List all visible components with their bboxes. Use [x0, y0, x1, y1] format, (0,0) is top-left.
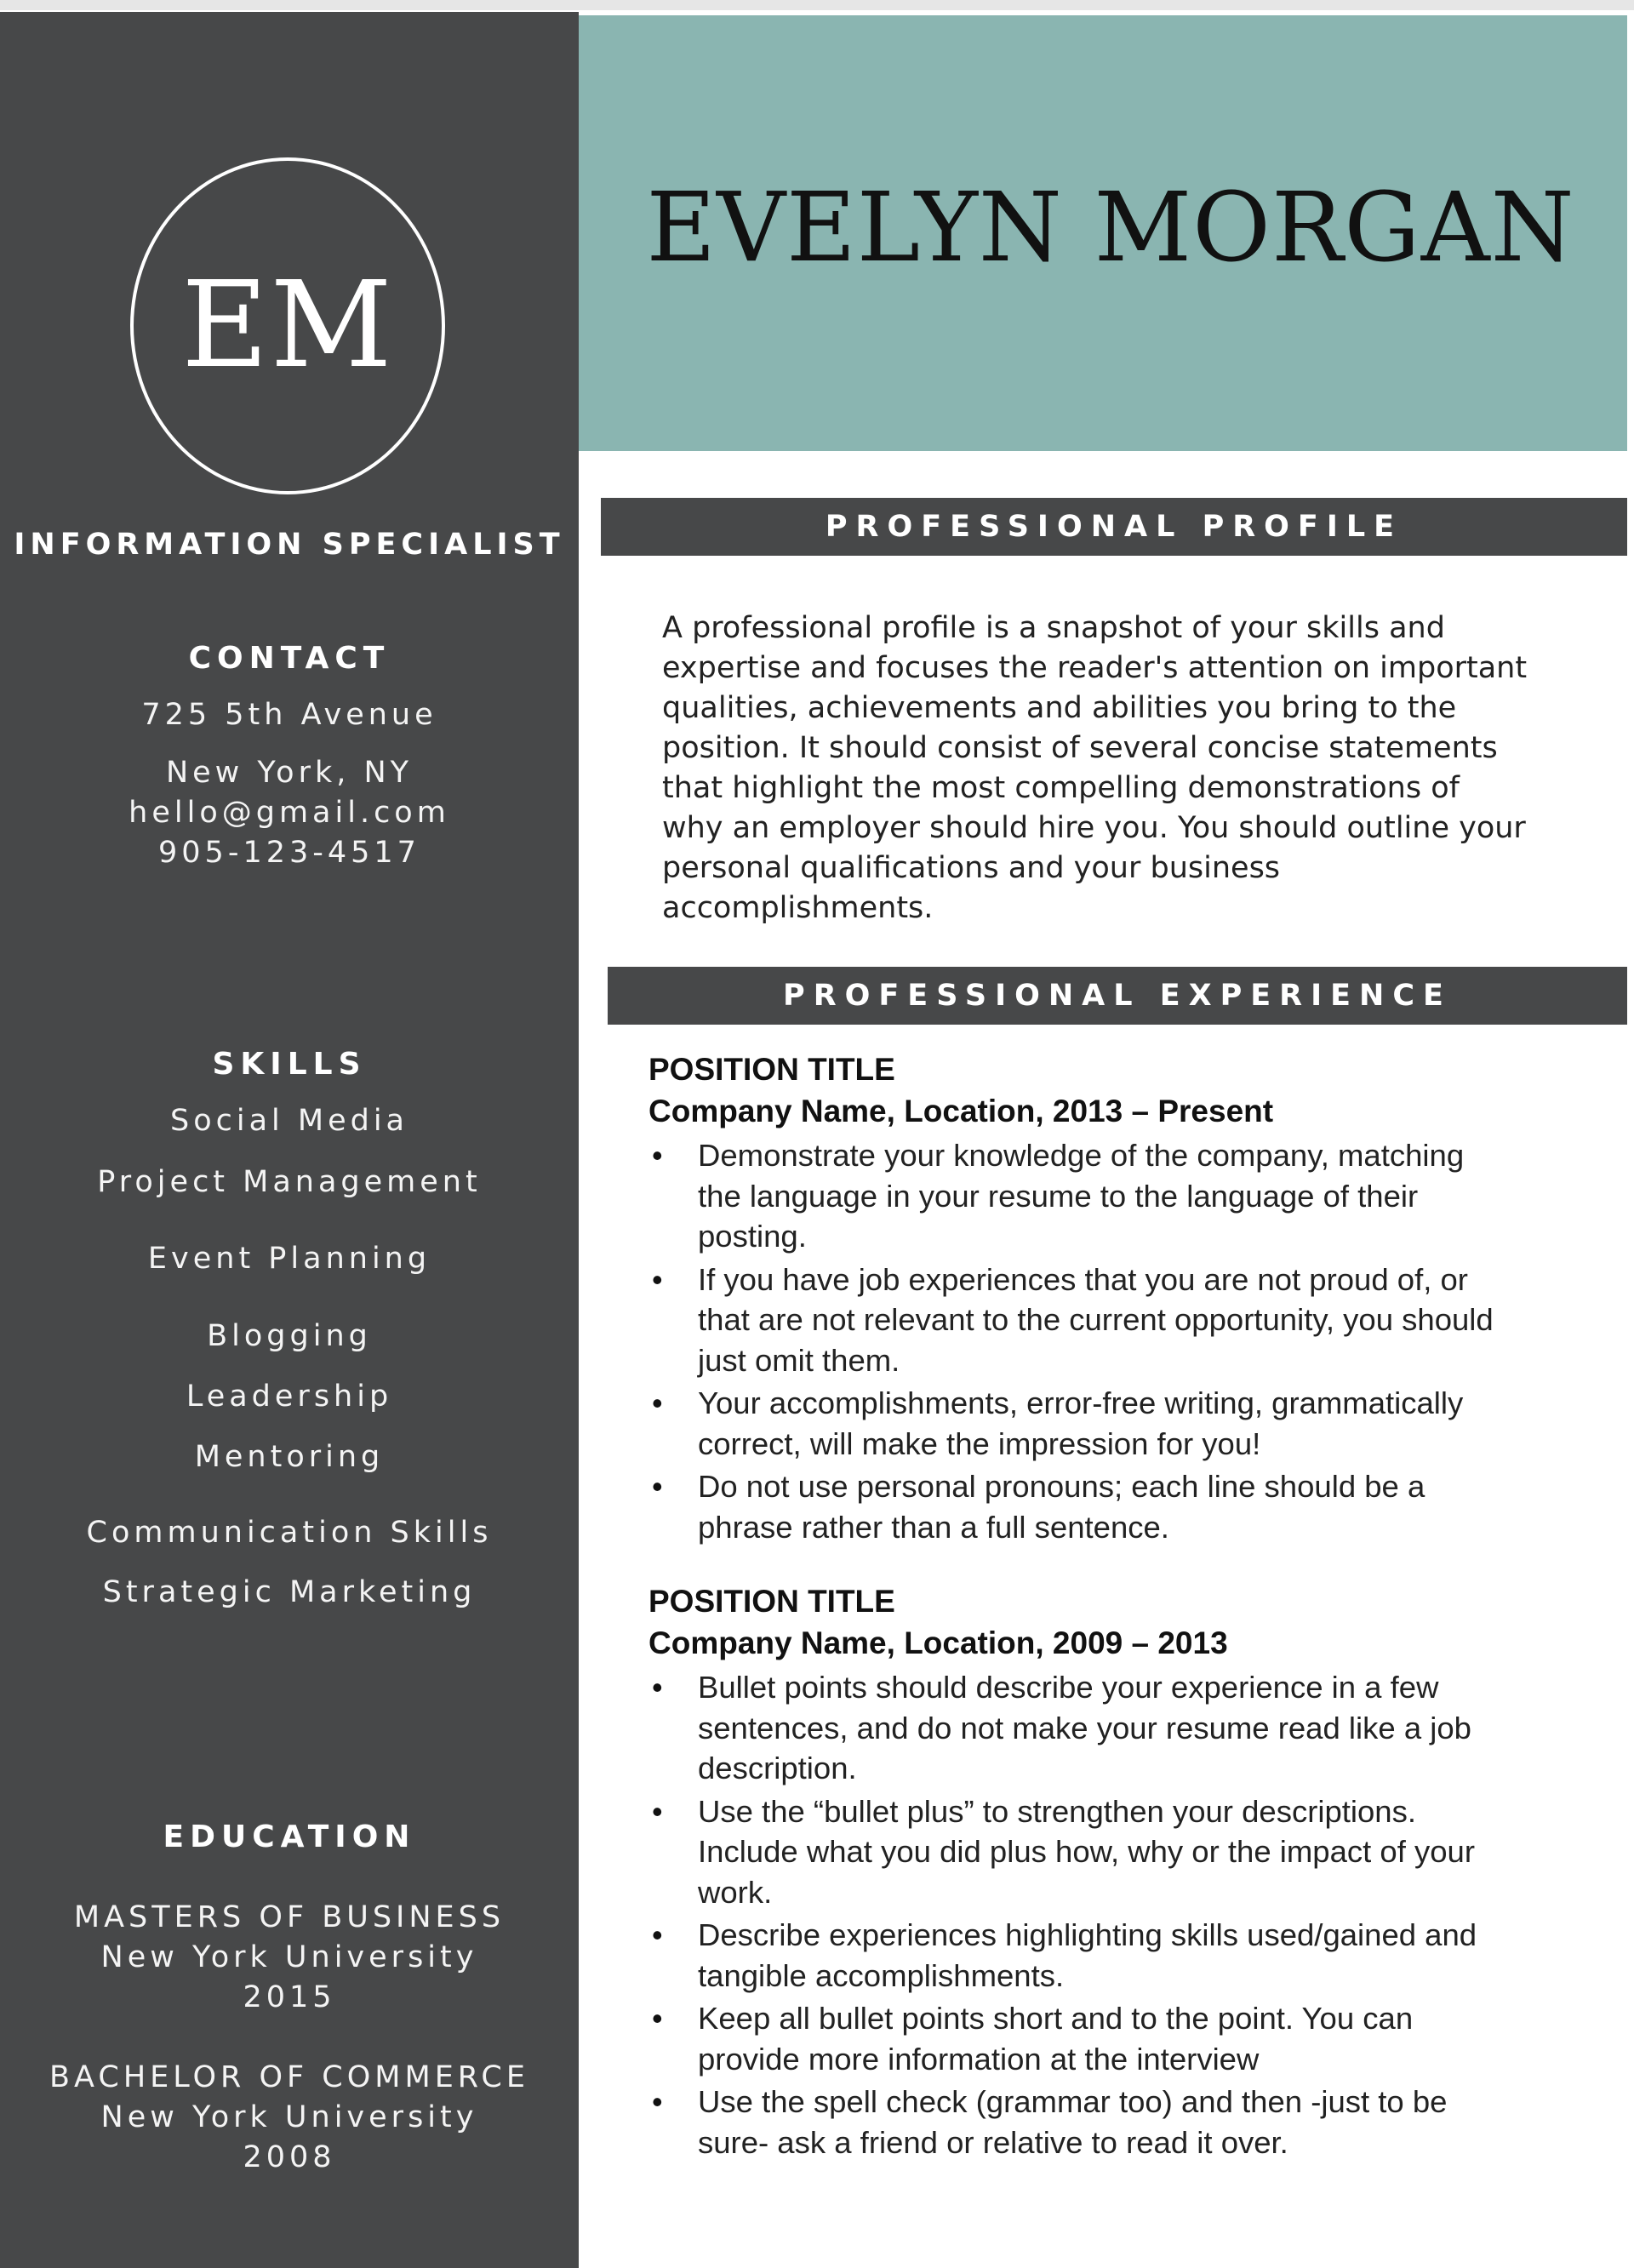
education-school: New York University — [100, 2100, 478, 2134]
bullet-icon: • — [652, 2084, 663, 2119]
bullet-line: Bullet points should describe your experience in a few — [698, 1670, 1439, 1705]
bullet-line: phrase rather than a full sentence. — [698, 1509, 1169, 1545]
education-degree: MASTERS OF BUSINESS — [73, 1900, 506, 1934]
skill-item: Event Planning — [147, 1242, 431, 1276]
bullet-icon: • — [652, 1670, 663, 1705]
bullet-line: Your accomplishments, error-free writing, grammatically — [698, 1385, 1464, 1420]
bullet-icon: • — [652, 1385, 663, 1420]
bullet-item — [648, 1791, 1602, 1913]
bullet-item — [648, 2082, 1602, 2162]
bullet-line: description. — [698, 1751, 857, 1785]
bullet-item — [648, 1998, 1602, 2079]
bullet-line: sure- ask a friend or relative to read it over. — [698, 2124, 1288, 2160]
bullet-item — [648, 1135, 1602, 1257]
profile-line: personal qualifications and your business — [662, 851, 1281, 885]
profile-text — [662, 608, 1615, 928]
bullet-line: Use the “bullet plus” to strengthen your descriptions. — [698, 1793, 1416, 1829]
skill-item: Leadership — [186, 1380, 393, 1414]
profile-line: position. It should consist of several concise statements — [662, 731, 1498, 765]
profile-line: A professional profile is a snapshot of your skills and — [662, 611, 1445, 645]
monogram: EM — [181, 256, 394, 395]
job-title: INFORMATION SPECIALIST — [14, 528, 565, 562]
bullet-line: the language in your resume to the language of their — [698, 1178, 1419, 1214]
job-bullets — [648, 1667, 1602, 2162]
profile-line: expertise and focuses the reader's attention on important — [662, 651, 1528, 685]
bullet-line: correct, will make the impression for you! — [698, 1425, 1261, 1461]
profile-line: that highlight the most compelling demonstrations of — [662, 771, 1460, 805]
bullet-line: Demonstrate your knowledge of the company, matching — [698, 1138, 1465, 1173]
bullet-line: Use the spell check (grammar too) and then -just to be — [698, 2084, 1448, 2119]
profile-line: qualities, achievements and abilities you bring to the — [662, 691, 1457, 725]
education-heading: EDUCATION — [163, 1820, 416, 1854]
company-line: Company Name, Location, 2013 – Present — [648, 1094, 1274, 1128]
bullet-line: just omit them. — [698, 1342, 900, 1378]
job-entry — [648, 1049, 1602, 1547]
bullet-line: provide more information at the interview — [698, 2041, 1260, 2077]
bullet-item — [648, 1667, 1602, 1789]
education-year: 2015 — [243, 1980, 336, 2014]
bullet-icon: • — [652, 1917, 663, 1952]
bullet-line: work. — [698, 1874, 773, 1910]
bullet-line: that are not relevant to the current opportunity, you should — [698, 1302, 1494, 1337]
education-year: 2008 — [243, 2140, 336, 2174]
profile-line: accomplishments. — [662, 891, 934, 925]
email-text: hello@gmail.com — [129, 796, 450, 830]
sidebar — [0, 12, 579, 2268]
bullet-line: posting. — [698, 1219, 807, 1254]
bullet-line: Describe experiences highlighting skills used/gained and — [698, 1917, 1477, 1952]
bullet-icon: • — [652, 1138, 663, 1173]
top-edge-divider — [0, 0, 1634, 10]
education-degree: BACHELOR OF COMMERCE — [49, 2060, 529, 2094]
bullet-item — [648, 1915, 1602, 1996]
bullet-line: Include what you did plus how, why or the impact of your — [698, 1834, 1475, 1869]
bullet-icon: • — [652, 2001, 663, 2036]
address-line1: 725 5th Avenue — [141, 698, 437, 732]
skill-item: Communication Skills — [86, 1516, 493, 1550]
bullet-item — [648, 1383, 1602, 1464]
position-title: POSITION TITLE — [648, 1584, 895, 1619]
candidate-name: EVELYN MORGAN — [646, 173, 1575, 283]
monogram-circle — [130, 157, 445, 494]
phone-text: 905-123-4517 — [158, 836, 420, 870]
bullet-icon: • — [652, 1469, 663, 1504]
education-school: New York University — [100, 1940, 478, 1974]
skill-item: Strategic Marketing — [102, 1575, 477, 1609]
bullet-item — [648, 1260, 1602, 1381]
bullet-line: sentences, and do not make your resume read like a job — [698, 1710, 1471, 1745]
address-line2: New York, NY — [165, 756, 414, 790]
job-bullets — [648, 1135, 1602, 1547]
bullet-icon: • — [652, 1261, 663, 1297]
skill-item: Blogging — [207, 1319, 372, 1353]
job-entry — [648, 1581, 1602, 2162]
profile-line: why an employer should hire you. You should outline your — [662, 811, 1526, 845]
skill-item: Project Management — [97, 1165, 482, 1199]
profile-section-bar: PROFESSIONAL PROFILE — [601, 498, 1627, 556]
skill-item: Mentoring — [194, 1440, 385, 1474]
contact-heading: CONTACT — [188, 641, 391, 676]
skills-heading: SKILLS — [212, 1047, 367, 1082]
skill-item: Social Media — [169, 1104, 408, 1138]
bullet-line: Do not use personal pronouns; each line should be a — [698, 1469, 1425, 1504]
bullet-item — [648, 1466, 1602, 1547]
company-line: Company Name, Location, 2009 – 2013 — [648, 1625, 1228, 1660]
bullet-line: If you have job experiences that you are not proud of, or — [698, 1261, 1468, 1297]
bullet-line: tangible accomplishments. — [698, 1957, 1065, 1993]
position-title: POSITION TITLE — [648, 1052, 895, 1087]
name-banner — [579, 15, 1627, 451]
experience-section-bar: PROFESSIONAL EXPERIENCE — [608, 967, 1627, 1025]
bullet-line: Keep all bullet points short and to the point. You can — [698, 2001, 1414, 2036]
bullet-icon: • — [652, 1793, 663, 1829]
